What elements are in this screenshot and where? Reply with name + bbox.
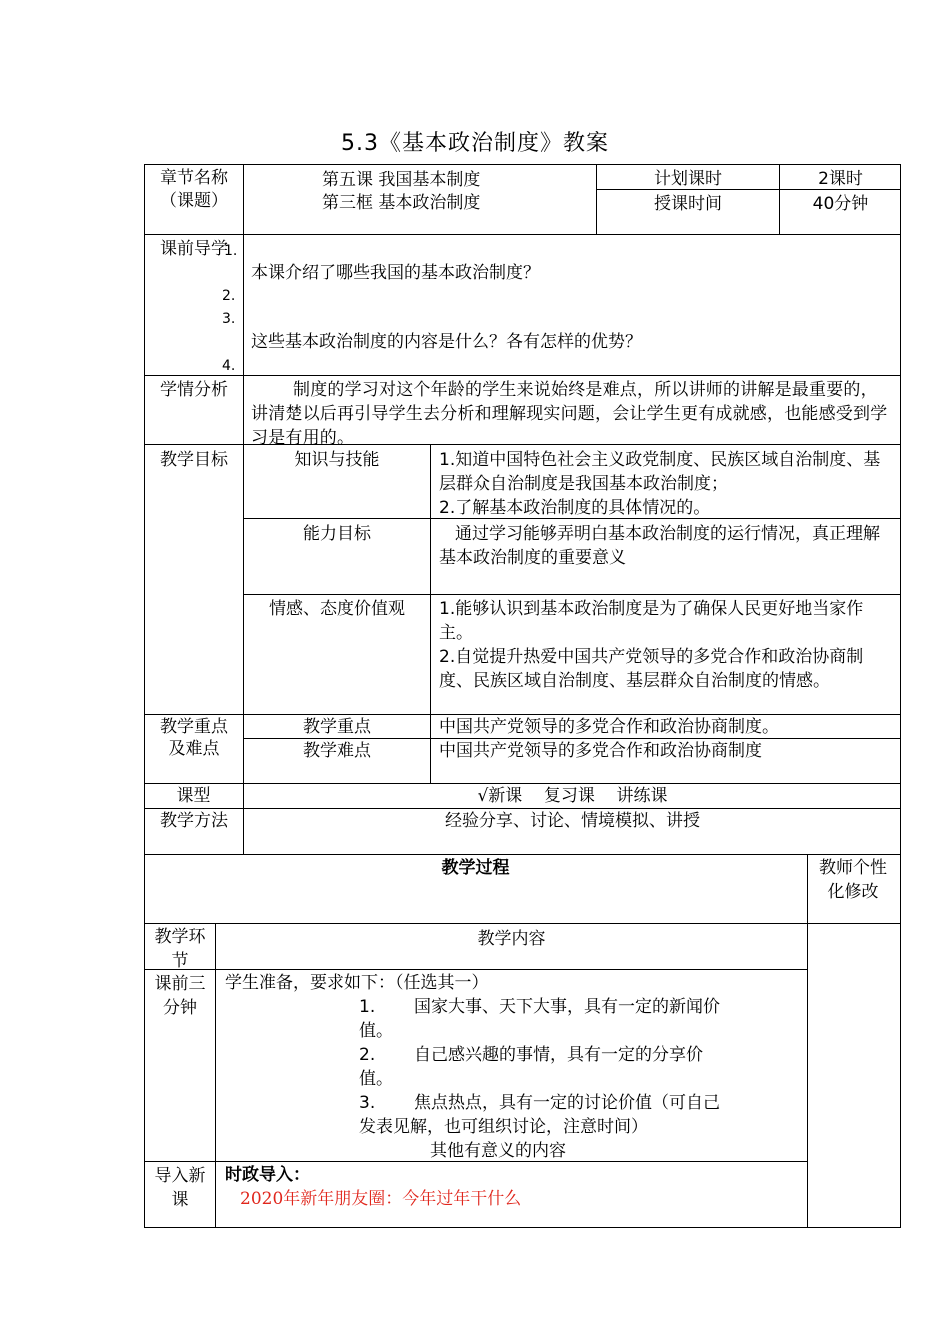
intro-stage: 导入新课 [154, 1166, 206, 1210]
pre-class-item-1-line-2: 值。 [359, 1021, 393, 1041]
focus-label: 教学重点 [303, 717, 371, 737]
teach-time-label: 授课时间 [654, 194, 722, 214]
method-value: 经验分享、讨论、情境模拟、讲授 [445, 811, 700, 831]
pre-class-item-2-number: 2. [359, 1045, 376, 1065]
goal-content-ability: 通过学习能够弄明白基本政治制度的运行情况，真正理解基本政治制度的重要意义 [439, 524, 880, 568]
difficulty-text: 中国共产党领导的多党合作和政治协商制度 [439, 741, 762, 761]
preview-question-1: 本课介绍了哪些我国的基本政治制度？ [251, 263, 540, 283]
analysis-text: 制度的学习对这个年龄的学生来说始终是难点，所以讲师的讲解是最重要的，讲清楚以后再引导学生去分析和理解现实问题，会让学生更有成就感，也能感受到学习是有用的。 [251, 380, 888, 448]
preview-number-4: 4. [222, 358, 236, 374]
pre-class-item-1-line-1: 国家大事、天下大事，具有一定的新闻价 [414, 997, 720, 1017]
goals-label: 教学目标 [160, 450, 228, 470]
goal-name-ability: 能力目标 [303, 524, 371, 544]
teacher-column-header: 教师个性化修改 [819, 858, 887, 902]
chapter-label: 章节名称（课题） [160, 168, 228, 211]
difficulty-label: 教学难点 [303, 741, 371, 761]
focus-text: 中国共产党领导的多党合作和政治协商制度。 [439, 717, 779, 737]
pre-class-last: 其他有意义的内容 [430, 1141, 566, 1161]
analysis-label: 学情分析 [160, 380, 228, 400]
pre-class-stage: 课前三分钟 [154, 974, 206, 1018]
intro-heading: 时政导入： [225, 1165, 310, 1185]
goal-name-emotion: 情感、态度价值观 [269, 599, 405, 619]
page-title: 5.3《基本政治制度》教案 [341, 131, 609, 156]
process-title: 教学过程 [441, 858, 510, 878]
lesson-type-label: 课型 [176, 786, 211, 806]
teach-time-value: 40分钟 [812, 194, 869, 214]
goal-name-knowledge: 知识与技能 [294, 450, 380, 470]
method-label: 教学方法 [160, 811, 228, 831]
pre-class-item-3-line-2: 发表见解，也可组织讨论，注意时间） [359, 1117, 648, 1137]
lesson-type-value: √新课 复习课 讲练课 [477, 786, 668, 806]
preview-label: 课前导学 [160, 239, 228, 259]
keypoints-label: 教学重点及难点 [160, 717, 228, 759]
pre-class-item-3-number: 3. [359, 1093, 376, 1113]
intro-text: 2020年新年朋友圈：今年过年干什么 [240, 1189, 522, 1209]
pre-class-item-2-line-1: 自己感兴趣的事情，具有一定的分享价 [414, 1045, 703, 1065]
plan-hours-label: 计划课时 [654, 169, 722, 189]
preview-number-2: 2. [222, 288, 236, 304]
chapter-line-2: 第三框 基本政治制度 [322, 193, 481, 213]
preview-number-3: 3. [222, 311, 236, 327]
preview-number-1: 1. [224, 243, 238, 259]
goal-content-emotion: 1.能够认识到基本政治制度是为了确保人民更好地当家作主。 2.自觉提升热爱中国共产党领导的多党合作和政治协商制度、民族区域自治制度、基层群众自治制度的情感。 [439, 599, 864, 691]
pre-class-item-3-line-1: 焦点热点，具有一定的讨论价值（可自己 [414, 1093, 720, 1113]
content-header: 教学内容 [477, 929, 546, 949]
pre-class-intro: 学生准备，要求如下：（任选其一） [225, 973, 489, 993]
plan-hours-value: 2课时 [818, 169, 863, 189]
pre-class-item-1-number: 1. [359, 997, 376, 1017]
chapter-line-1: 第五课 我国基本制度 [322, 170, 481, 190]
stage-header: 教学环节 [154, 927, 206, 971]
goal-content-knowledge: 1.知道中国特色社会主义政党制度、民族区域自治制度、基层群众自治制度是我国基本政治制度； 2.了解基本政治制度的具体情况的。 [439, 450, 881, 518]
pre-class-item-2-line-2: 值。 [359, 1069, 393, 1089]
preview-question-2: 这些基本政治制度的内容是什么？各有怎样的优势？ [251, 332, 642, 352]
